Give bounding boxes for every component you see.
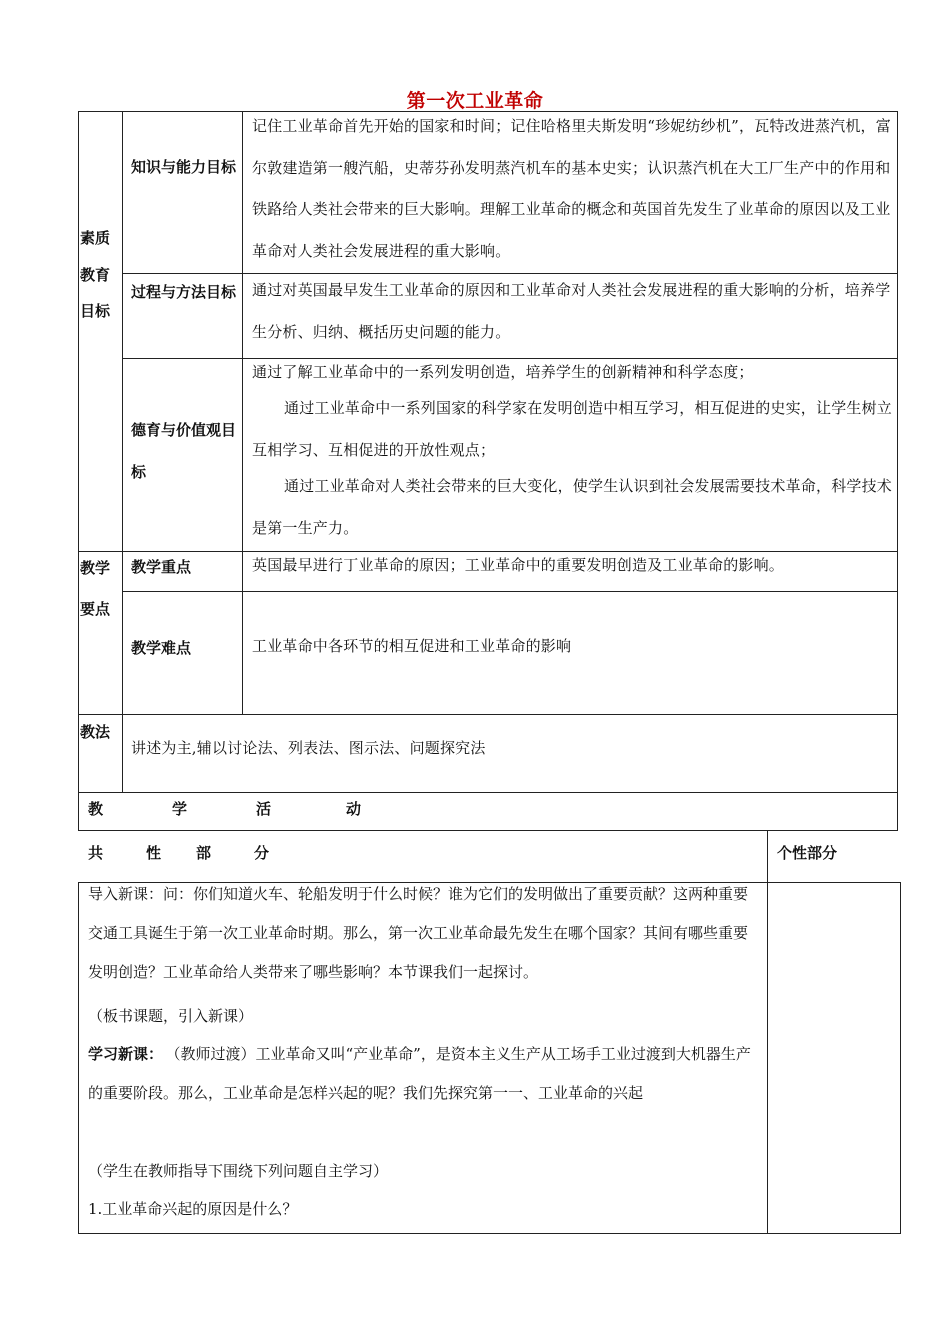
difficulty-text: 工业革命中各环节的相互促进和工业革命的影响 (252, 637, 572, 655)
new-lesson-text: （教师过渡）工业革命又叫“产业革命”，是资本主义生产从工场手工业过渡到大机器生产的重要阶段。那么，工业革命是怎样兴起的呢？我们先探究第一一、工业革命的兴起 (88, 1045, 751, 1102)
difficulty-label: 教学难点 (131, 639, 192, 657)
moral-line1: 通过了解工业革命中的一系列发明创造，培养学生的创新精神和科学态度； (252, 363, 754, 381)
common-char: 部 (196, 844, 212, 862)
goals-section-label: 素质教育目标 (79, 229, 110, 320)
question-1: 1.工业革命兴起的原因是什么？ (88, 1200, 298, 1218)
activity-char: 动 (346, 800, 362, 818)
activity-char: 教 (88, 800, 104, 818)
moral-para3: 通过工业革命对人类社会带来的巨大变化，使学生认识到社会发展需要技术革命，科学技术是第一生产力。 (252, 477, 893, 537)
common-char: 共 (88, 844, 104, 862)
intro-text: 导入新课：问：你们知道火车、轮船发明于什么时候？谁为它们的发明做出了重要贡献？这两种重要交通工具诞生于第一次工业革命时期。那么，第一次工业革命最先发生在哪个国家？其间有哪些重要发明创造？工业革命给人类带来了哪些影响？本节课我们一起探讨。 (88, 885, 749, 981)
method-label: 教法 (79, 723, 110, 741)
process-label: 过程与方法目标 (131, 283, 237, 301)
activity-header (88, 798, 388, 818)
row-divider (122, 591, 898, 592)
activity-char: 学 (172, 800, 188, 818)
personal-part-header: 个性部分 (777, 844, 838, 862)
method-text: 讲述为主,辅以讨论法、列表法、图示法、问题探究法 (131, 739, 486, 757)
knowledge-text: 记住工业革命首先开始的国家和时间；记住哈格里夫斯发明“珍妮纺纱机”，瓦特改进蒸汽机，富尔敦建造第一艘汽船，史蒂芬孙发明蒸汽机车的基本史实；认识蒸汽机在大工厂生产中的作用和铁路给人类社会带来的巨大影响。理解工业革命的概念和英国首先发生了业革命的原因以及工业革命对人类社会发展进程的重大影响。 (252, 117, 891, 260)
common-char: 性 (146, 844, 162, 862)
row-divider (78, 792, 898, 793)
focus-text: 英国最早进行丁业革命的原因；工业革命中的重要发明创造及工业革命的影响。 (252, 556, 785, 574)
activity-char: 活 (256, 800, 272, 818)
focus-label: 教学重点 (131, 558, 192, 576)
moral-para2: 通过工业革命中一系列国家的科学家在发明创造中相互学习，相互促进的史实，让学生树立互相学习、互相促进的开放性观点； (252, 399, 893, 459)
page-title: 第一次工业革命 (406, 90, 544, 112)
guide-text: （学生在教师指导下围绕下列问题自主学习） (88, 1162, 389, 1180)
common-char: 分 (254, 844, 270, 862)
new-lesson-block (88, 1035, 760, 1113)
intro-note: （板书课题，引入新课） (88, 1007, 254, 1025)
new-lesson-label: 学习新课： (88, 1045, 164, 1063)
common-part-header (88, 842, 388, 862)
row-divider (78, 714, 898, 715)
knowledge-label: 知识与能力目标 (131, 158, 237, 176)
col-divider (122, 111, 123, 792)
col-divider (242, 111, 243, 714)
process-text: 通过对英国最早发生工业革命的原因和工业革命对人类社会发展进程的重大影响的分析，培养学生分析、归纳、概括历史问题的能力。 (252, 281, 891, 341)
moral-label: 德育与价值观目标 (131, 421, 237, 481)
keypoints-section-label: 教学要点 (79, 559, 110, 618)
